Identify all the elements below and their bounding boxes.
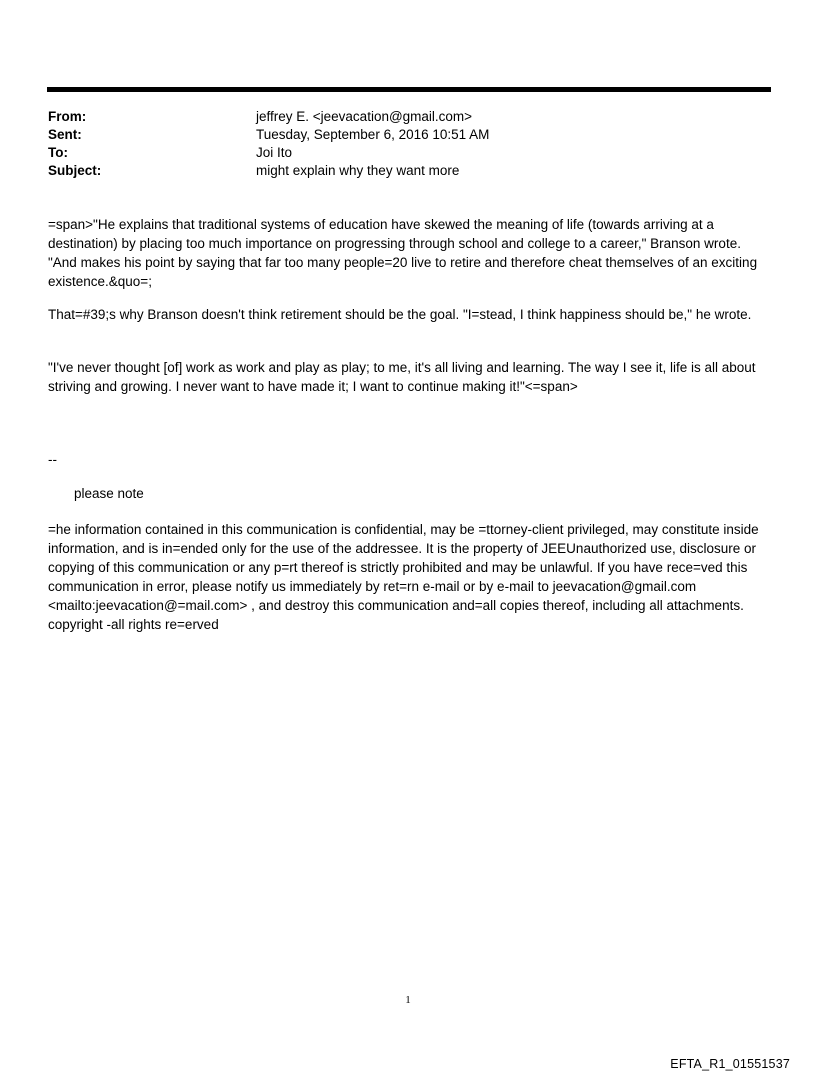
header-rule [47, 87, 771, 92]
header-row-to [48, 144, 768, 162]
header-row-subject [48, 162, 768, 180]
header-value-from: jeffrey E. <jeevacation@gmail.com> [256, 109, 473, 124]
header-label-to: To: [48, 145, 68, 160]
header-value-subject: might explain why they want more [256, 163, 460, 178]
signature-separator: -- [48, 452, 57, 467]
document-id: EFTA_R1_01551537 [670, 1057, 790, 1071]
header-label-from: From: [48, 109, 87, 124]
body-paragraph-2: That=#39;s why Branson doesn't think retirement should be the goal. "I=stead, I think happiness should be," he wrote. [48, 307, 752, 322]
body-paragraph-3: "I've never thought [of] work as work and play as play; to me, it's all living and learning. The way I see it, life is all about striving and growing. I never want to have made it; I want to continue making it!"<=span> [48, 360, 756, 394]
body-paragraph-1: =span>"He explains that traditional systems of education have skewed the meaning of life (towards arriving at a destination) by placing too much importance on progressing through school and college to a career," Branson wrote. "And makes his point by saying that far too many people=20 live to retire and therefore cheat themselves of an exciting existence.&quo=; [48, 217, 758, 289]
note-heading: please note [74, 486, 144, 501]
email-header [48, 108, 768, 180]
header-row-from [48, 108, 768, 126]
header-value-sent: Tuesday, September 6, 2016 10:51 AM [256, 127, 490, 142]
header-label-sent: Sent: [48, 127, 82, 142]
header-row-sent [48, 126, 768, 144]
header-label-subject: Subject: [48, 163, 102, 178]
page-number: 1 [405, 994, 411, 1006]
header-value-to: Joi Ito [256, 145, 293, 160]
disclaimer-text: =he information contained in this communication is confidential, may be =ttorney-client privileged, may constitute inside information, and is in=ended only for the use of the addressee. It is the property of JEEUnauthorized use, disclosure or copying of this communication or any p=rt thereof is strictly prohibited and may be unlawful. If you have rece=ved this communication in error, please notify us immediately by ret=rn e-mail or by e-mail to jeevacation@gmail.com <mailto:jeevacation@=mail.com> , and destroy this communication and=all copies thereof, including all attachments. copyright -all rights re=erved [48, 522, 759, 632]
